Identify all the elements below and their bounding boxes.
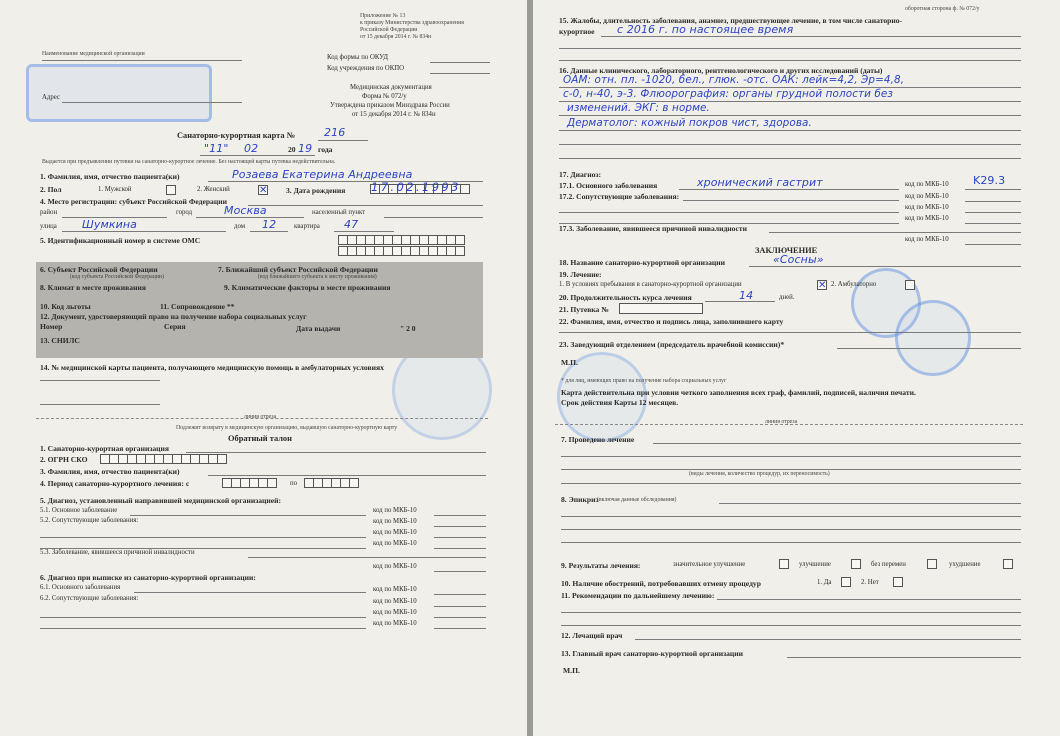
med-doc-label: Медицинская документация xyxy=(350,84,432,91)
field-22-label: 22. Фамилия, имя, отчество и подпись лица, заполнившего карту xyxy=(559,317,784,326)
field-10-label: 10. Код льготы xyxy=(40,302,91,311)
mkb-main-label: код по МКБ-10 xyxy=(905,181,949,188)
field-8-label: 8. Климат в месте проживания xyxy=(40,283,146,292)
voucher-number-box[interactable] xyxy=(619,303,703,314)
result-8-label: 8. Эпикриз xyxy=(561,495,599,504)
birth-date: 17.02.1993 xyxy=(371,180,461,194)
lab-line-3: изменений. ЭКГ: в норме. xyxy=(567,102,710,114)
address-label: Адрес xyxy=(42,94,60,101)
field-17-1-label: 17.1. Основного заболевания xyxy=(559,181,658,190)
exacerbation-no-checkbox[interactable] xyxy=(893,577,903,587)
lab-line-2: с-0, н-40, э-3. Флюорография: органы грудной полости без xyxy=(563,88,894,100)
issued-note: Выдается при предъявлении путевки на санаторно-курортное лечение. Без настоящей карты путевка недействительна. xyxy=(42,159,336,165)
order-note-1: Приложение № 13 xyxy=(360,13,406,19)
result-9-c: без перемен xyxy=(871,561,906,568)
return-note: Подлежит возврату в медицинскую организацию, выдавшую санаторно-курортную карту xyxy=(176,425,398,431)
order-note-3: Российской Федерации xyxy=(360,27,418,33)
field-15-label: 15. Жалобы, длительность заболевания, анамнез, предшествующее лечение, в том числе санаторно- xyxy=(559,16,903,25)
valid-note-1: Карта действительна при условии четкого заполнения всех граф, фамилий, подписей, наличия печати. xyxy=(561,388,916,397)
result-7-label: 7. Проведено лечение xyxy=(561,435,635,444)
talon-3-label: 3. Фамилия, имя, отчество пациента(ки) xyxy=(40,467,180,476)
field-6-label: 6. Субъект Российской Федерации xyxy=(40,265,158,274)
field-15-label-2: курортное xyxy=(559,27,595,36)
footnote: * для лиц, имеющих право на получение набора социальных услуг xyxy=(561,378,727,384)
field-13-label: 13. СНИЛС xyxy=(40,336,80,345)
result-8-sub: (включая данные обследования) xyxy=(597,497,677,503)
sanatorium-value: «Сосны» xyxy=(773,253,824,266)
talon-1-label: 1. Санаторно-курортная организация xyxy=(40,444,170,453)
treatment-inpatient-checkbox[interactable]: ✕ xyxy=(818,280,827,291)
card-title: Санаторно-курортная карта № xyxy=(177,131,296,140)
result-9-label: 9. Результаты лечения: xyxy=(561,561,641,570)
valid-note-2: Срок действия Карты 12 месяцев. xyxy=(561,398,679,407)
order-note-4: от 15 декабря 2014 г. № 834н xyxy=(360,34,432,40)
days-label: дней. xyxy=(779,294,795,301)
house-label: дом xyxy=(234,223,246,230)
talon-title: Обратный талон xyxy=(228,434,292,443)
talon-6-1-mkb: код по МКБ-10 xyxy=(373,586,417,593)
card-year-prefix: 20 xyxy=(288,145,296,154)
talon-5-1: 5.1. Основное заболевание xyxy=(40,507,118,514)
field-18-label: 18. Название санаторно-курортной организации xyxy=(559,258,726,267)
field-20-label: 20. Продолжительность курса лечения xyxy=(559,293,692,302)
city-label: город xyxy=(176,209,193,216)
complaints-value: с 2016 г. по настоящее время xyxy=(617,23,794,36)
talon-4-to: по xyxy=(290,480,298,487)
city-value: Москва xyxy=(224,204,267,217)
sex-female: 2. Женский xyxy=(197,186,230,193)
street-label: улица xyxy=(40,223,57,230)
mp-stamp-label: М.П. xyxy=(561,358,578,367)
result-10-label: 10. Наличие обострений, потребовавших отмену процедур xyxy=(561,579,761,588)
issue-date-label: Дата выдачи xyxy=(296,324,341,333)
result-nochange-checkbox[interactable] xyxy=(927,559,937,569)
talon-2-label: 2. ОГРН СКО xyxy=(40,455,88,464)
card-month: 02 xyxy=(244,142,259,155)
talon-5-label: 5. Диагноз, установленный направившей медицинской организацией: xyxy=(40,496,282,505)
period-from-cells xyxy=(222,478,276,488)
back-side-label: оборотная сторона ф. № 072/у xyxy=(905,6,980,12)
field-17-3-label: 17.3. Заболевание, явившееся причиной инвалидности xyxy=(559,224,747,233)
cut-line-right: линия отреза xyxy=(765,419,798,425)
ogrn-cells xyxy=(100,454,226,464)
field-5-label: 5. Идентификационный номер в системе ОМС xyxy=(40,236,201,245)
result-7-sub: (виды лечения, количество процедур, их переносимость) xyxy=(689,471,830,477)
card-day: "11" xyxy=(204,142,229,155)
field-7-label: 7. Ближайший субъект Российской Федерации xyxy=(218,265,378,274)
field-19-1: 1. В условиях пребывания в санаторно-курортной организации xyxy=(559,281,742,288)
field-1-label: 1. Фамилия, имя, отчество пациента(ки) xyxy=(40,172,180,181)
series-label: Серия xyxy=(164,322,186,331)
result-significant-checkbox[interactable] xyxy=(779,559,789,569)
talon-5-2: 5.2. Сопутствующие заболевания: xyxy=(40,517,139,524)
sex-male-checkbox[interactable] xyxy=(166,185,176,195)
talon-5-2-mkb-1: код по МКБ-10 xyxy=(373,518,417,525)
result-9-a: значительное улучшение xyxy=(673,561,746,568)
field-16-label: 16. Данные клинического, лабораторного, рентгенологического и других исследований (даты) xyxy=(559,66,883,75)
result-13-label: 13. Главный врач санаторно-курортной организации xyxy=(561,649,744,658)
talon-5-2-mkb-3: код по МКБ-10 xyxy=(373,540,417,547)
org-name-label: Наименование медицинской организации xyxy=(42,51,145,57)
talon-5-3: 5.3. Заболевание, явившееся причиной инвалидности xyxy=(40,549,195,556)
field-23-label: 23. Заведующий отделением (председатель врачебной комиссии)* xyxy=(559,340,785,349)
round-stamp-right-2 xyxy=(895,300,971,376)
okud-label: Код формы по ОКУД xyxy=(327,54,389,61)
apt-value: 47 xyxy=(344,218,359,231)
form-front-page xyxy=(0,0,527,736)
result-improved-checkbox[interactable] xyxy=(851,559,861,569)
period-to-cells xyxy=(304,478,358,488)
result-9-b: улучшение xyxy=(799,561,831,568)
talon-5-3-mkb: код по МКБ-10 xyxy=(373,563,417,570)
result-12-label: 12. Лечащий врач xyxy=(561,631,623,640)
oms-number-cells-row2 xyxy=(338,246,464,256)
field-7-sub: (код ближайшего субъекта к месту проживания) xyxy=(258,274,377,280)
field-9-label: 9. Климатические факторы в месте проживания xyxy=(224,283,391,292)
card-year-suffix: года xyxy=(318,145,333,154)
card-number: 216 xyxy=(324,126,346,139)
talon-6-2-mkb-3: код по МКБ-10 xyxy=(373,620,417,627)
field-17-label: 17. Диагноз: xyxy=(559,170,601,179)
talon-6-2-mkb-1: код по МКБ-10 xyxy=(373,598,417,605)
form-number: Форма № 072/у xyxy=(362,93,407,100)
exacerbation-yes-checkbox[interactable] xyxy=(841,577,851,587)
result-mp-label: М.П. xyxy=(563,666,580,675)
sex-female-checkbox[interactable]: ✕ xyxy=(259,185,268,196)
card-year: 19 xyxy=(298,142,313,155)
field-19-2: 2. Амбулаторно xyxy=(831,281,877,288)
mkb-sub-3: код по МКБ-10 xyxy=(905,215,949,222)
patient-name: Розаева Екатерина Андреевна xyxy=(232,168,413,181)
settlement-label: населенный пункт xyxy=(312,209,366,216)
order-note-2: к приказу Министерства здравоохранения xyxy=(360,20,464,26)
lab-line-4: Дерматолог: кожный покров чист, здорова. xyxy=(567,117,812,129)
approved-label: Утверждена приказом Минздрава России xyxy=(330,102,450,109)
diagnosis-value: хронический гастрит xyxy=(697,176,823,189)
field-14-label: 14. № медицинской карты пациента, получающего медицинскую помощь в амбулаторных условиях xyxy=(40,363,384,372)
okpo-label: Код учреждения по ОКПО xyxy=(327,65,405,72)
treatment-outpatient-checkbox[interactable] xyxy=(905,280,915,290)
result-worse-checkbox[interactable] xyxy=(1003,559,1013,569)
talon-4-label: 4. Период санаторно-курортного лечения: с xyxy=(40,479,190,488)
org-stamp xyxy=(26,64,212,122)
number-label: Номер xyxy=(40,322,63,331)
field-19-label: 19. Лечение: xyxy=(559,270,602,279)
issue-date-tail: " 2 0 xyxy=(400,324,416,333)
talon-5-2-mkb-2: код по МКБ-10 xyxy=(373,529,417,536)
result-10-yes: 1. Да xyxy=(817,579,832,586)
lab-line-1: ОАМ: отн. пл. -1020, бел., глюк. -отс. ОАК: лейк=4,2, Эр=4,8, xyxy=(563,74,905,86)
oms-number-cells xyxy=(338,235,464,245)
talon-6-1: 6.1. Основного заболевания xyxy=(40,584,121,591)
field-17-2-label: 17.2. Сопутствующие заболевания: xyxy=(559,192,680,201)
field-11-label: 11. Сопровождение ** xyxy=(160,302,235,311)
talon-6-label: 6. Диагноз при выписке из санаторно-курортной организации: xyxy=(40,573,256,582)
sex-male: 1. Мужской xyxy=(98,186,132,193)
field-21-label: 21. Путевка № xyxy=(559,305,609,314)
field-4-label: 4. Место регистрации: субъект Российской Федерации xyxy=(40,197,227,206)
house-value: 12 xyxy=(262,218,277,231)
cut-line-left: линия отреза xyxy=(244,414,277,420)
field-3-label: 3. Дата рождения xyxy=(286,186,346,195)
street-value: Шумкина xyxy=(82,218,137,231)
field-12-label: 12. Документ, удостоверяющий право на получение набора социальных услуг xyxy=(40,312,307,321)
field-6-sub: (код субъекта Российской Федерации) xyxy=(70,274,164,280)
duration-value: 14 xyxy=(739,289,754,302)
talon-6-2: 6.2. Сопутствующие заболевания: xyxy=(40,595,139,602)
approved-date: от 15 декабря 2014 г. № 834н xyxy=(352,111,436,118)
result-9-d: ухудшение xyxy=(949,561,981,568)
talon-5-1-mkb: код по МКБ-10 xyxy=(373,507,417,514)
result-10-no: 2. Нет xyxy=(861,579,879,586)
talon-6-2-mkb-2: код по МКБ-10 xyxy=(373,609,417,616)
mkb-sub-1: код по МКБ-10 xyxy=(905,193,949,200)
form-back-page xyxy=(533,0,1060,736)
conclusion-title: ЗАКЛЮЧЕНИЕ xyxy=(755,246,818,255)
mkb-sub-2: код по МКБ-10 xyxy=(905,204,949,211)
district-label: район xyxy=(40,209,58,216)
field-2-label: 2. Пол xyxy=(40,185,62,194)
mkb-disability: код по МКБ-10 xyxy=(905,236,949,243)
apt-label: квартира xyxy=(294,223,320,230)
mkb-main-code: K29.3 xyxy=(973,174,1006,187)
result-11-label: 11. Рекомендации по дальнейшему лечению: xyxy=(561,591,715,600)
